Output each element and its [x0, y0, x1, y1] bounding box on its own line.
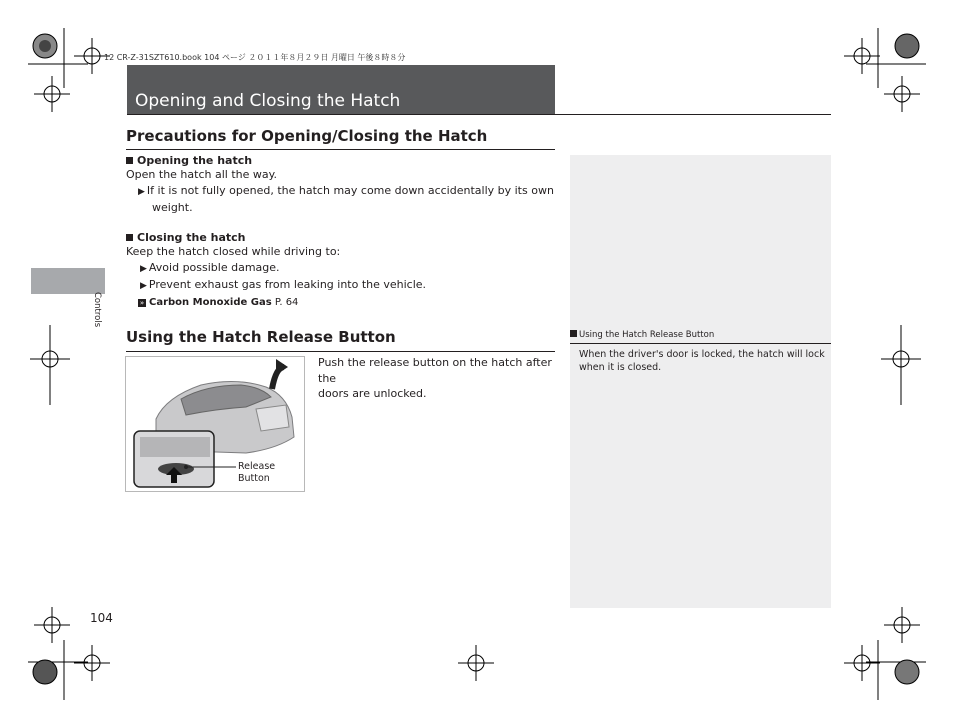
registration-mark-right-upper	[884, 76, 920, 112]
print-header: 12 CR-Z-31SZT610.book 104 ページ ２０１１年８月２９日 月曜日 午後８時８分	[104, 53, 406, 62]
page-title-bar	[127, 65, 555, 115]
side-tab-label: Controls	[92, 292, 102, 328]
precautions-divider	[126, 149, 555, 150]
precautions-heading: Precautions for Opening/Closing the Hatch	[126, 127, 488, 145]
page-title: Opening and Closing the Hatch	[135, 91, 401, 111]
opening-bullet	[126, 183, 556, 201]
note-square-icon	[570, 330, 577, 337]
release-text-line2: doors are unlocked.	[318, 387, 427, 400]
sidebar-note-title-row	[570, 330, 831, 340]
sidebar-note-line1: When the driver's door is locked, the hatch will lock	[579, 349, 825, 360]
release-text	[318, 355, 558, 402]
registration-mark-bottom-right	[866, 640, 926, 700]
closing-bullet-1	[126, 260, 556, 278]
xref-link[interactable]	[126, 297, 556, 308]
opening-text: Open the hatch all the way.	[126, 168, 278, 181]
sidebar-note-title: Using the Hatch Release Button	[579, 330, 715, 340]
opening-bullet-line1: If it is not fully opened, the hatch may come down accidentally by its own	[146, 183, 554, 197]
release-callout-line2: Button	[238, 472, 270, 484]
closing-bullet-2-text: Prevent exhaust gas from leaking into the vehicle.	[148, 278, 427, 291]
section-square-icon	[126, 157, 133, 164]
title-divider	[127, 114, 831, 115]
registration-mark-top-right-cross	[844, 38, 880, 74]
precautions-section	[126, 127, 555, 150]
closing-text: Keep the hatch closed while driving to:	[126, 245, 341, 258]
closing-bullet-1-text: Avoid possible damage.	[148, 260, 280, 274]
section-square-icon	[126, 234, 133, 241]
xref-arrow-icon: »	[139, 298, 145, 307]
registration-mark-right-middle	[881, 325, 921, 405]
registration-mark-right-lower	[884, 607, 920, 643]
sidebar-note-box	[570, 155, 831, 608]
car-illustration	[126, 357, 304, 491]
opening-subheading	[126, 154, 556, 167]
closing-bullet-2	[126, 277, 556, 295]
opening-block	[126, 154, 556, 216]
closing-subheading	[126, 231, 556, 244]
sidebar-note-line2: when it is closed.	[579, 362, 662, 373]
opening-bullet-line2: weight.	[152, 201, 193, 214]
triangle-bullet-icon: ▶	[140, 281, 147, 291]
release-callout-line1: Release	[238, 461, 276, 472]
release-section	[126, 328, 555, 352]
opening-heading: Opening the hatch	[137, 154, 253, 167]
side-tab	[31, 268, 105, 294]
hatch-figure	[125, 356, 305, 492]
sidebar-note-divider	[570, 343, 831, 344]
release-text-line1: Push the release button on the hatch after the	[318, 356, 552, 385]
registration-mark-left-middle	[30, 325, 70, 405]
release-callout	[238, 461, 275, 484]
registration-mark-bottom-center	[458, 645, 494, 681]
closing-heading: Closing the hatch	[137, 231, 246, 244]
sidebar-note	[570, 330, 831, 374]
registration-mark-bottom-left-cross	[74, 645, 110, 681]
release-divider	[126, 351, 555, 352]
registration-mark-left-lower	[34, 607, 70, 643]
xref-title[interactable]: Carbon Monoxide Gas	[149, 296, 272, 308]
registration-mark-left-upper	[34, 76, 70, 112]
page-number: 104	[90, 611, 113, 625]
triangle-bullet-icon: ▶	[138, 186, 145, 197]
triangle-bullet-icon: ▶	[140, 263, 147, 274]
xref-page[interactable]: P. 64	[274, 296, 299, 308]
sidebar-note-text	[570, 348, 831, 374]
closing-block	[126, 231, 556, 308]
release-heading: Using the Hatch Release Button	[126, 328, 396, 346]
